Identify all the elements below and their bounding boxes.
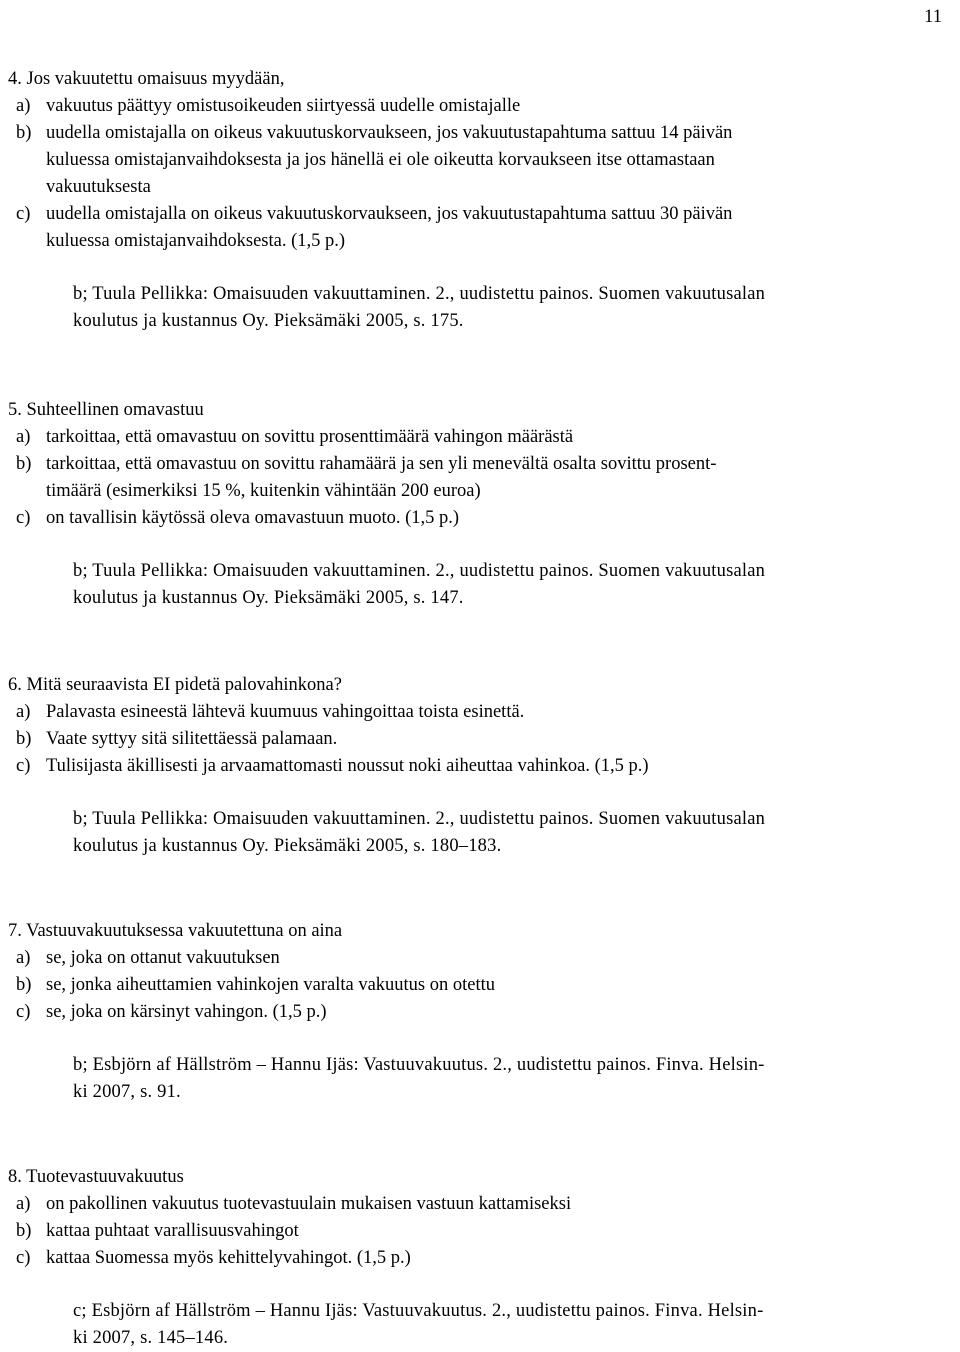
answer-reference-line: ki 2007, s. 145–146. <box>73 1328 229 1348</box>
answer-option <box>8 451 954 505</box>
answer-reference-line: ki 2007, s. 91. <box>73 1082 181 1102</box>
option-text-line: kattaa puhtaat varallisuusvahingot <box>46 1221 299 1241</box>
option-text-line: se, joka on ottanut vakuutuksen <box>46 948 280 968</box>
option-text <box>46 999 954 1026</box>
option-text-line: vakuutuksesta <box>46 177 151 197</box>
option-letter: c) <box>16 1002 31 1022</box>
option-letter: b) <box>16 1221 32 1241</box>
option-text <box>46 505 954 532</box>
option-text-line: uudella omistajalla on oikeus vakuutuskorvaukseen, jos vakuutustapahtuma sattuu 14 päivän <box>46 123 733 143</box>
option-letter: a) <box>16 948 31 968</box>
answer-reference-line: b; Esbjörn af Hällström – Hannu Ijäs: Vastuuvakuutus. 2., uudistettu painos. Finva. Helsin- <box>73 1055 765 1075</box>
option-text-line: on tavallisin käytössä oleva omavastuun muoto. (1,5 p.) <box>46 508 460 528</box>
question-title: 7. Vastuuvakuutuksessa vakuutettuna on aina <box>8 921 343 941</box>
answer-reference-line: koulutus ja kustannus Oy. Pieksämäki 2005, s. 180–183. <box>73 836 502 856</box>
answer-option <box>8 120 954 201</box>
answer-reference <box>8 1052 954 1106</box>
option-letter: c) <box>16 1248 31 1268</box>
answer-option <box>8 1218 954 1245</box>
option-letter: b) <box>16 454 32 474</box>
option-letter: a) <box>16 96 31 116</box>
option-text-line: tarkoittaa, että omavastuu on sovittu prosenttimäärä vahingon määrästä <box>46 427 574 447</box>
question-7 <box>8 918 954 1106</box>
option-text <box>46 945 954 972</box>
answer-reference-line: c; Esbjörn af Hällström – Hannu Ijäs: Vastuuvakuutus. 2., uudistettu painos. Finva. Helsin- <box>73 1301 764 1321</box>
answer-option <box>8 1245 954 1272</box>
answer-option <box>8 699 954 726</box>
option-text <box>46 201 954 255</box>
option-letter: b) <box>16 729 32 749</box>
option-text-line: se, jonka aiheuttamien vahinkojen varalta vakuutus on otettu <box>46 975 496 995</box>
option-letter: c) <box>16 204 31 224</box>
answer-option <box>8 753 954 780</box>
answer-reference-line: koulutus ja kustannus Oy. Pieksämäki 2005, s. 175. <box>73 311 464 331</box>
option-text-line: se, joka on kärsinyt vahingon. (1,5 p.) <box>46 1002 327 1022</box>
answer-option <box>8 201 954 255</box>
answer-option <box>8 999 954 1026</box>
option-text-line: kuluessa omistajanvaihdoksesta. (1,5 p.) <box>46 231 346 251</box>
option-text <box>46 699 954 726</box>
question-title: 6. Mitä seuraavista EI pidetä palovahinkona? <box>8 675 342 695</box>
answer-option <box>8 505 954 532</box>
answer-option <box>8 93 954 120</box>
answer-reference <box>8 558 954 612</box>
option-text-line: kuluessa omistajanvaihdoksesta ja jos hänellä ei ole oikeutta korvaukseen itse ottamastaan <box>46 150 715 170</box>
option-text-line: Palavasta esineestä lähtevä kuumuus vahingoittaa toista esinettä. <box>46 702 525 722</box>
answer-option <box>8 972 954 999</box>
option-text <box>46 424 954 451</box>
answer-reference-line: b; Tuula Pellikka: Omaisuuden vakuuttaminen. 2., uudistettu painos. Suomen vakuutusalan <box>73 561 766 581</box>
option-text <box>46 1191 954 1218</box>
option-text-line: Vaate syttyy sitä silitettäessä palamaan. <box>46 729 338 749</box>
option-text-line: tarkoittaa, että omavastuu on sovittu rahamäärä ja sen yli menevältä osalta sovittu prosent- <box>46 454 717 474</box>
option-text-line: Tulisijasta äkillisesti ja arvaamattomasti noussut noki aiheuttaa vahinkoa. (1,5 p.) <box>46 756 649 776</box>
answer-option <box>8 1191 954 1218</box>
option-letter: a) <box>16 1194 31 1214</box>
option-letter: c) <box>16 508 31 528</box>
answer-reference-line: koulutus ja kustannus Oy. Pieksämäki 2005, s. 147. <box>73 588 464 608</box>
answer-option <box>8 424 954 451</box>
option-letter: a) <box>16 427 31 447</box>
option-text <box>46 726 954 753</box>
question-title: 4. Jos vakuutettu omaisuus myydään, <box>8 69 285 89</box>
answer-reference <box>8 806 954 860</box>
option-text <box>46 1245 954 1272</box>
question-8 <box>8 1164 954 1352</box>
option-text <box>46 753 954 780</box>
option-letter: b) <box>16 975 32 995</box>
option-letter: a) <box>16 702 31 722</box>
question-6 <box>8 672 954 860</box>
answer-reference <box>8 281 954 335</box>
option-letter: c) <box>16 756 31 776</box>
option-letter: b) <box>16 123 32 143</box>
answer-reference-line: b; Tuula Pellikka: Omaisuuden vakuuttaminen. 2., uudistettu painos. Suomen vakuutusalan <box>73 284 766 304</box>
option-text <box>46 451 954 505</box>
option-text <box>46 972 954 999</box>
answer-option <box>8 726 954 753</box>
answer-reference-line: b; Tuula Pellikka: Omaisuuden vakuuttaminen. 2., uudistettu painos. Suomen vakuutusalan <box>73 809 766 829</box>
question-4 <box>8 66 954 335</box>
page-number: 11 <box>924 7 942 27</box>
option-text <box>46 1218 954 1245</box>
option-text <box>46 120 954 201</box>
answer-reference <box>8 1298 954 1352</box>
question-5 <box>8 397 954 612</box>
option-text <box>46 93 954 120</box>
option-text-line: on pakollinen vakuutus tuotevastuulain mukaisen vastuun kattamiseksi <box>46 1194 572 1214</box>
question-title: 8. Tuotevastuuvakuutus <box>8 1167 184 1187</box>
option-text-line: kattaa Suomessa myös kehittelyvahingot. (1,5 p.) <box>46 1248 411 1268</box>
question-title: 5. Suhteellinen omavastuu <box>8 400 204 420</box>
option-text-line: vakuutus päättyy omistusoikeuden siirtyessä uudelle omistajalle <box>46 96 521 116</box>
answer-option <box>8 945 954 972</box>
option-text-line: timäärä (esimerkiksi 15 %, kuitenkin vähintään 200 euroa) <box>46 481 481 501</box>
option-text-line: uudella omistajalla on oikeus vakuutuskorvaukseen, jos vakuutustapahtuma sattuu 30 päivän <box>46 204 733 224</box>
